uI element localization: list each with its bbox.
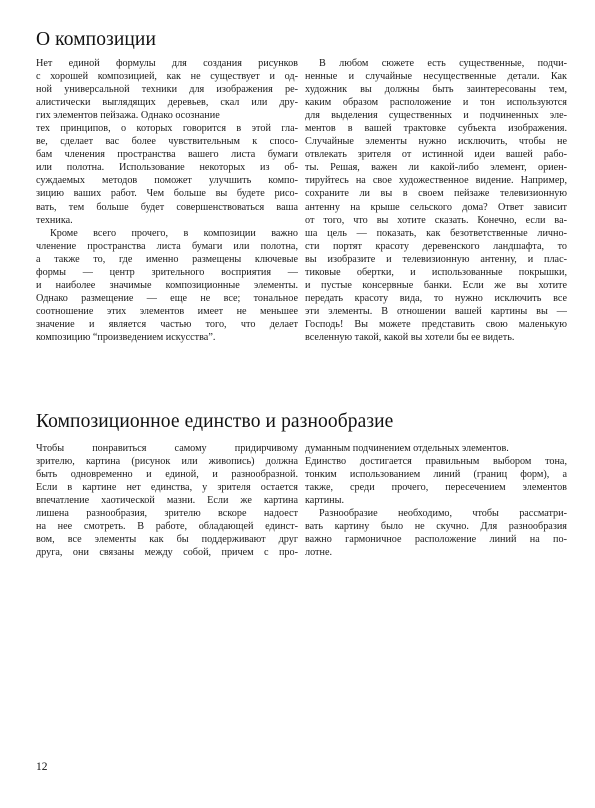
text-line: зицию ваших работ. Чем больше вы будете рисо- <box>36 188 298 200</box>
text-line: Кроме всего прочего, в композиции важно <box>50 227 298 239</box>
text-line: зрителю, картина (рисунок или живопись) должна <box>36 456 298 468</box>
section-1-right-column <box>305 57 567 344</box>
text-line: техника. <box>36 214 73 226</box>
text-line: значение и является частью того, что делает <box>36 318 298 330</box>
text-line: гих элементов пейзажа. Однако осознание <box>36 110 220 122</box>
text-line: алистически выглядящих деревьев, скал или дру- <box>36 97 298 109</box>
text-line: формы — центр зрительного восприятия — <box>36 266 298 278</box>
text-line: членение пространства листа бумаги или полотна, <box>36 240 298 252</box>
text-line: Нет единой формулы для создания рисунков <box>36 58 298 69</box>
section-2-left-column <box>36 442 298 559</box>
text-line: думанным подчинением отдельных элементов. <box>305 443 509 454</box>
text-line: и пустые консервные банки. Если же вы хотите <box>305 279 567 291</box>
section-1-title: О композиции <box>36 29 156 50</box>
text-line: эти элементы. В отношении вашей картины вы — <box>305 305 567 317</box>
text-line: Чтобы понравиться самому придирчивому <box>36 443 298 454</box>
text-line: антенну на крыше сельского дома? Ответ зависит <box>305 201 567 213</box>
text-line: картины. <box>305 495 345 507</box>
text-line: вселенную такой, какой вы хотели бы ее видеть. <box>305 331 515 343</box>
text-line: ментов в вашей трактовке субъекта изображения. <box>305 123 567 135</box>
text-line: суждаемых методов поможет улучшить компо- <box>36 175 298 187</box>
text-line: друга, они связаны между собой, причем с про- <box>36 547 298 559</box>
text-line: и наиболее значимые композиционные элементы. <box>36 279 298 291</box>
section-2-title: Композиционное единство и разнообразие <box>36 411 394 432</box>
section-1-left-column <box>36 57 298 344</box>
text-line: ненные и случайные несущественные детали. Как <box>305 71 567 83</box>
text-line: быть одновременно и единой, и разнообразной. <box>36 469 298 481</box>
text-line: Единство достигается правильным выбором тона, <box>305 456 567 468</box>
text-line: вать картину было не скучно. Для разнообразия <box>305 521 567 533</box>
text-line: лишена разнообразия, зрителю вскоре надоест <box>36 508 298 520</box>
text-line: ша цель — показать, как безответственные лично- <box>305 227 567 239</box>
text-line: бам членения пространства вашего листа бумаги <box>36 149 298 161</box>
text-line: вать, тем больше будет совершенствоваться ваша <box>36 201 298 213</box>
text-line: ты. Решая, важен ли какой-либо элемент, ориен- <box>305 162 567 174</box>
text-line: сти портят красоту деревенского ландшафта, то <box>305 240 567 252</box>
text-line: на нее смотреть. В работе, обладающей единст- <box>36 521 298 533</box>
text-line: вом, все элементы как бы поддерживают друг <box>36 534 298 546</box>
text-line: передать красоту вида, то нужно исключить все <box>305 292 567 304</box>
text-line: или полотна. Использование некоторых из об- <box>36 162 298 174</box>
text-line: с хорошей композицией, как не существует и од- <box>36 71 298 83</box>
text-line: композицию “произведением искусства”. <box>36 331 216 343</box>
text-line: каким образом расположение и тон используются <box>305 97 567 109</box>
page-number: 12 <box>36 761 48 773</box>
text-line: также, среди прочего, пересечением элементов <box>305 482 567 494</box>
text-line: лотне. <box>305 547 333 559</box>
text-line: для выделения существенных и подчиненных эле- <box>305 110 567 122</box>
text-line: Разнообразие необходимо, чтобы рассматри- <box>319 508 567 520</box>
text-line: тиковые обертки, и использованные покрышки, <box>305 266 567 278</box>
text-line: впечатление хаотической мазни. Если же картина <box>36 495 298 507</box>
text-line: важно гармоничное расположение линий на по- <box>305 534 567 546</box>
text-line: а также то, где именно размещены ключевые <box>36 253 298 265</box>
text-line: сохраните ли вы в своем пейзаже телевизионную <box>305 188 567 200</box>
text-line: Если в картине нет единства, у зрителя остается <box>36 482 298 494</box>
text-line: ной универсальной техники для изображения ре- <box>36 84 298 96</box>
section-2-right-column <box>305 442 567 559</box>
text-line: соотношение этих элементов имеет не меньшее <box>36 305 298 317</box>
text-line: от того, что вы хотите сказать. Конечно, если ва- <box>305 214 567 226</box>
text-line: тонким использованием линий (границ форм), а <box>305 469 567 481</box>
text-line: художник вы должны быть заинтересованы тем, <box>305 84 567 96</box>
text-line: Однако размещение — еще не все; тональное <box>36 292 298 304</box>
text-line: В любом сюжете есть существенные, подчи- <box>319 58 567 69</box>
text-line: тируйтесь на свое художественное видение. Например, <box>305 175 567 187</box>
text-line: Господь! Вы можете представить свою маленькую <box>305 318 567 330</box>
text-line: тех принципов, о которых говорится в этой гла- <box>36 123 298 135</box>
text-line: вы изобразите и телевизионную антенну, и плас- <box>305 253 567 265</box>
text-line: Случайные элементы нужно исключить, чтобы не <box>305 136 567 148</box>
text-line: ве, сделает вас более чувствительным к спосо- <box>36 136 298 148</box>
text-line: отвлекать зрителя от истинной идеи вашей рабо- <box>305 149 567 161</box>
